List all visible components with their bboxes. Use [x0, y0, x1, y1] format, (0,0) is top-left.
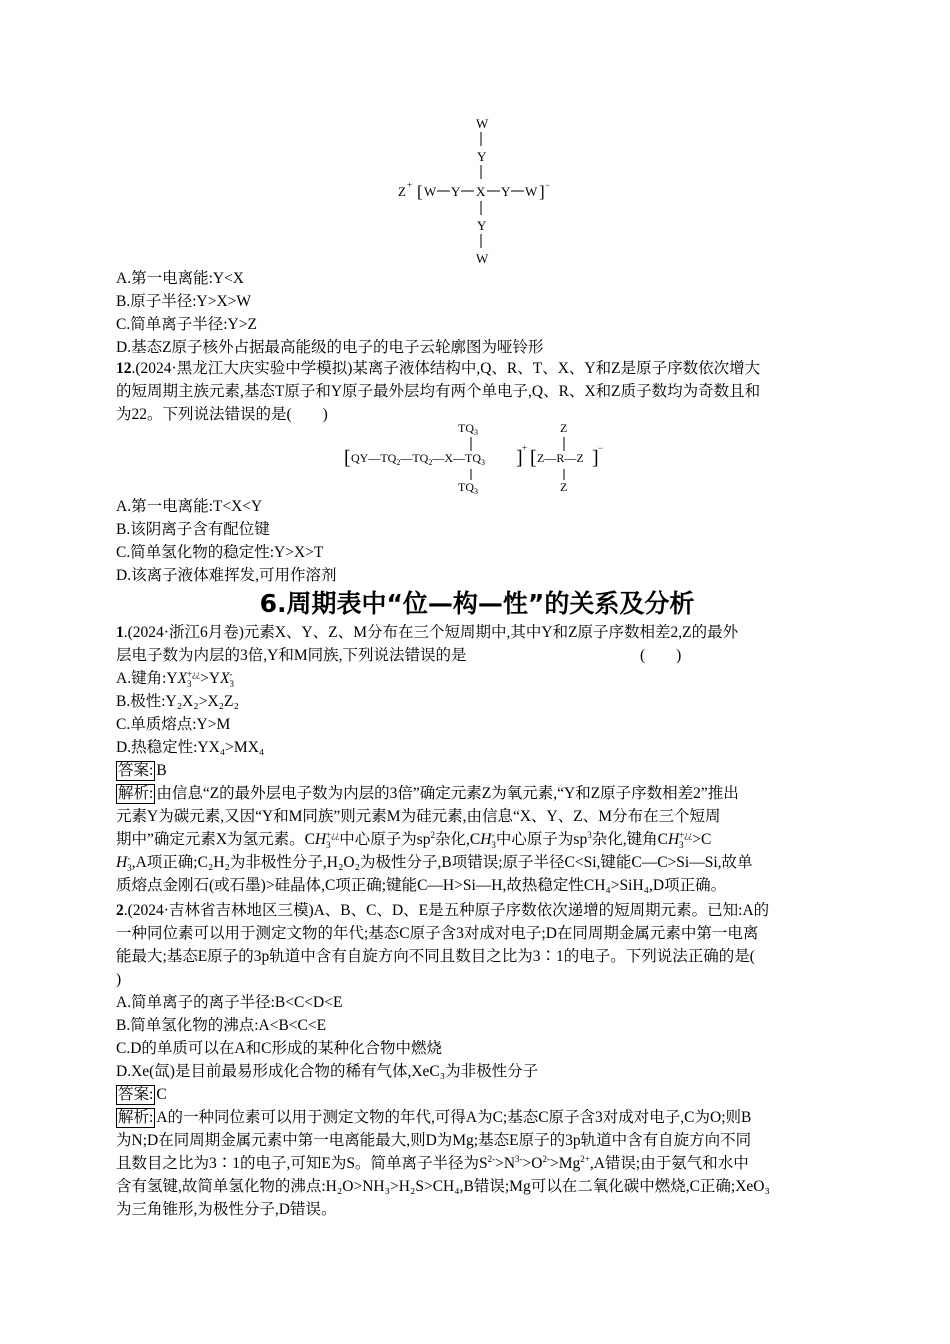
- q12-stem-line-1: 12.(2024·黑龙江大庆实验中学模拟)某离子液体结构中,Q、R、T、X、Y和Z是原子序数依次增大: [116, 360, 761, 377]
- q11-center-x: X: [476, 184, 486, 199]
- answer-tag: 答案:: [118, 1086, 154, 1103]
- q11-w-top: W: [476, 116, 489, 131]
- q12-anion-charge: −: [598, 443, 604, 453]
- q12-stem-line-3: 为22。下列说法错误的是( ): [116, 406, 328, 423]
- q1-analysis-line-3: 期中”确定元素X为氢元素。CH +¿¿ 3 中心原子为$sp^2$杂化,CH - 3 中心原子为$sp^3$杂化,键角CH +¿¿ 3 >C: [116, 829, 712, 851]
- svg-text:]: ]: [516, 447, 523, 469]
- q2-option-a: A.简单离子的离子半径:B<C<D<E: [116, 994, 343, 1011]
- q12-chain: $QY—TQ_2—TQ_2—X—TQ_3$: [351, 451, 485, 467]
- q12-stem-line-2: 的短周期主族元素,基态T原子和Y原子最外层均有两个单电子,Q、R、X和Z质子数均为奇数且和: [116, 383, 761, 400]
- q12-anion: Z—R—Z: [537, 451, 584, 465]
- q11-y-right: Y: [501, 184, 511, 199]
- q11-w-right: W: [525, 184, 538, 199]
- q2-analysis-line-3: 且数目之比为3∶1的电子,可知E为S。简单离子半径为$S^{2-}>N^{3-}>O^{2-}>Mg^{2+},A$错误;由于氨气和水中: [116, 1153, 749, 1172]
- q2-stem-line-4: ): [116, 971, 122, 988]
- q12-option-d: D.该离子液体难挥发,可用作溶剂: [116, 567, 337, 584]
- q11-w-left: W: [424, 184, 437, 199]
- q1-option-a: A.键角:YX +¿¿ 3 >YX - 3: [116, 669, 235, 690]
- q2-analysis-line-4: 含有氢键,故简单氢化物的沸点:H₂O>NH₃>H₂S>CH₄,B错误;Mg可以在二氧化碳中燃烧,C正确;XeO₃: [116, 1178, 770, 1195]
- q1-stem-line-1: 1.(2024·浙江6月卷)元素X、Y、Z、M分布在三个短周期中,其中Y和Z原子序数相差2,Z的最外: [116, 624, 739, 641]
- q1-answer: 答案: B: [118, 762, 167, 779]
- q1-analysis-line-5: 质熔点金刚石(或石墨)>硅晶体,C项正确;键能C—H>Si—H,故热稳定性CH₄>SiH₄,D项正确。: [116, 877, 727, 894]
- q1-option-b: B.极性:Y₂X₂>X₂Z₂: [116, 693, 239, 710]
- q12-option-a: A.第一电离能:T<X<Y: [116, 498, 263, 515]
- svg-text:[: [: [344, 447, 351, 469]
- svg-text:[: [: [530, 447, 537, 469]
- q2-analysis-line-1: 解析: A的一种同位素可以用于测定文物的年代,可得A为C;基态C原子含3对成对电子,C为O;则B: [118, 1109, 752, 1126]
- q12-anion-top: Z: [560, 421, 568, 435]
- q2-analysis-line-2: 为N;D在同周期金属元素中第一电离能最大,则D为Mg;基态E原子的3p轨道中含有自旋方向不同: [116, 1132, 752, 1149]
- q11-anion-charge: −: [545, 180, 551, 190]
- analysis-tag: 解析:: [118, 785, 154, 802]
- q1-answer-paren: ( ): [640, 647, 682, 664]
- q2-stem-line-2: 一种同位素可以用于测定文物的年代;基态C原子含3对成对电子;D在同周期金属元素中第一电离: [116, 925, 759, 942]
- q11-y-top: Y: [477, 149, 487, 164]
- q12-number: 12: [116, 360, 132, 377]
- svg-text:]: ]: [539, 182, 545, 201]
- q12-bottom-group: $TQ_3$: [458, 480, 478, 494]
- q11-y-left: Y: [451, 184, 461, 199]
- q11-option-c: C.简单离子半径:Y>Z: [116, 316, 257, 333]
- q1-option-d: D.热稳定性:YX₄>MX₄: [116, 739, 265, 756]
- answer-tag: 答案:: [118, 762, 154, 779]
- q2-option-d: D.Xe(氙)是目前最易形成化合物的稀有气体,XeC₃为非极性分子: [116, 1063, 539, 1080]
- q2-stem-line-1: 2.(2024·吉林省吉林地区三模)A、B、C、D、E是五种原子序数依次递增的短周期元素。已知:A的: [116, 902, 770, 919]
- q11-cation-charge: +: [407, 180, 413, 190]
- q12-structure-diagram: [344, 420, 606, 494]
- svg-text:[: [: [417, 182, 423, 201]
- svg-text:]: ]: [592, 447, 599, 469]
- q11-cation: Z: [398, 184, 406, 199]
- q2-stem-line-3: 能最大;基态E原子的3p轨道中含有自旋方向不同且数目之比为3∶1的电子。下列说法正确的是(: [116, 948, 755, 965]
- q11-option-b: B.原子半径:Y>X>W: [116, 293, 252, 310]
- q12-cation-charge: +: [522, 443, 528, 453]
- q2-analysis-line-5: 为三角锥形,为极性分子,D错误。: [116, 1201, 337, 1218]
- q11-option-d: D.基态Z原子核外占据最高能级的电子的电子云轮廓图为哑铃形: [116, 339, 544, 356]
- analysis-tag: 解析:: [118, 1109, 154, 1126]
- q12-anion-bottom: Z: [560, 480, 568, 494]
- section-title: 6.周期表中“位—构—性”的关系及分析: [259, 589, 695, 618]
- q1-option-c: C.单质熔点:Y>M: [116, 716, 231, 733]
- q2-answer: 答案: C: [118, 1086, 167, 1103]
- q11-w-bottom: W: [476, 251, 489, 266]
- q2-option-c: C.D的单质可以在A和C形成的某种化合物中燃烧: [116, 1040, 442, 1057]
- q1-stem-line-2: 层电子数为内层的3倍,Y和M同族,下列说法错误的是 ( ): [116, 645, 466, 667]
- q1-analysis-line-1: 解析: 由信息“Z的最外层电子数为内层的3倍”确定元素Z为氧元素,“Y和Z原子序数相差2”推出: [118, 785, 739, 802]
- q11-option-a: A.第一电离能:Y<X: [116, 270, 245, 287]
- q11-y-bottom: Y: [477, 218, 487, 233]
- q1-analysis-line-2: 元素Y为碳元素,又因“Y和M同族”则元素M为硅元素,由信息“X、Y、Z、M分布在三个短周: [116, 808, 721, 825]
- q1-analysis-line-4: H - 3 ,A项正确;C₂H₂为非极性分子,H₂O₂为极性分子,B项错误;原子半径C<Si,键能C—C>Si—Si,故单: [116, 853, 753, 874]
- q11-structure-diagram: [390, 112, 570, 270]
- q12-option-c: C.简单氢化物的稳定性:Y>X>T: [116, 544, 324, 561]
- q12-option-b: B.该阴离子含有配位键: [116, 521, 270, 538]
- q2-option-b: B.简单氢化物的沸点:A<B<C<E: [116, 1017, 327, 1034]
- q12-top-group: $TQ_3$: [458, 421, 478, 437]
